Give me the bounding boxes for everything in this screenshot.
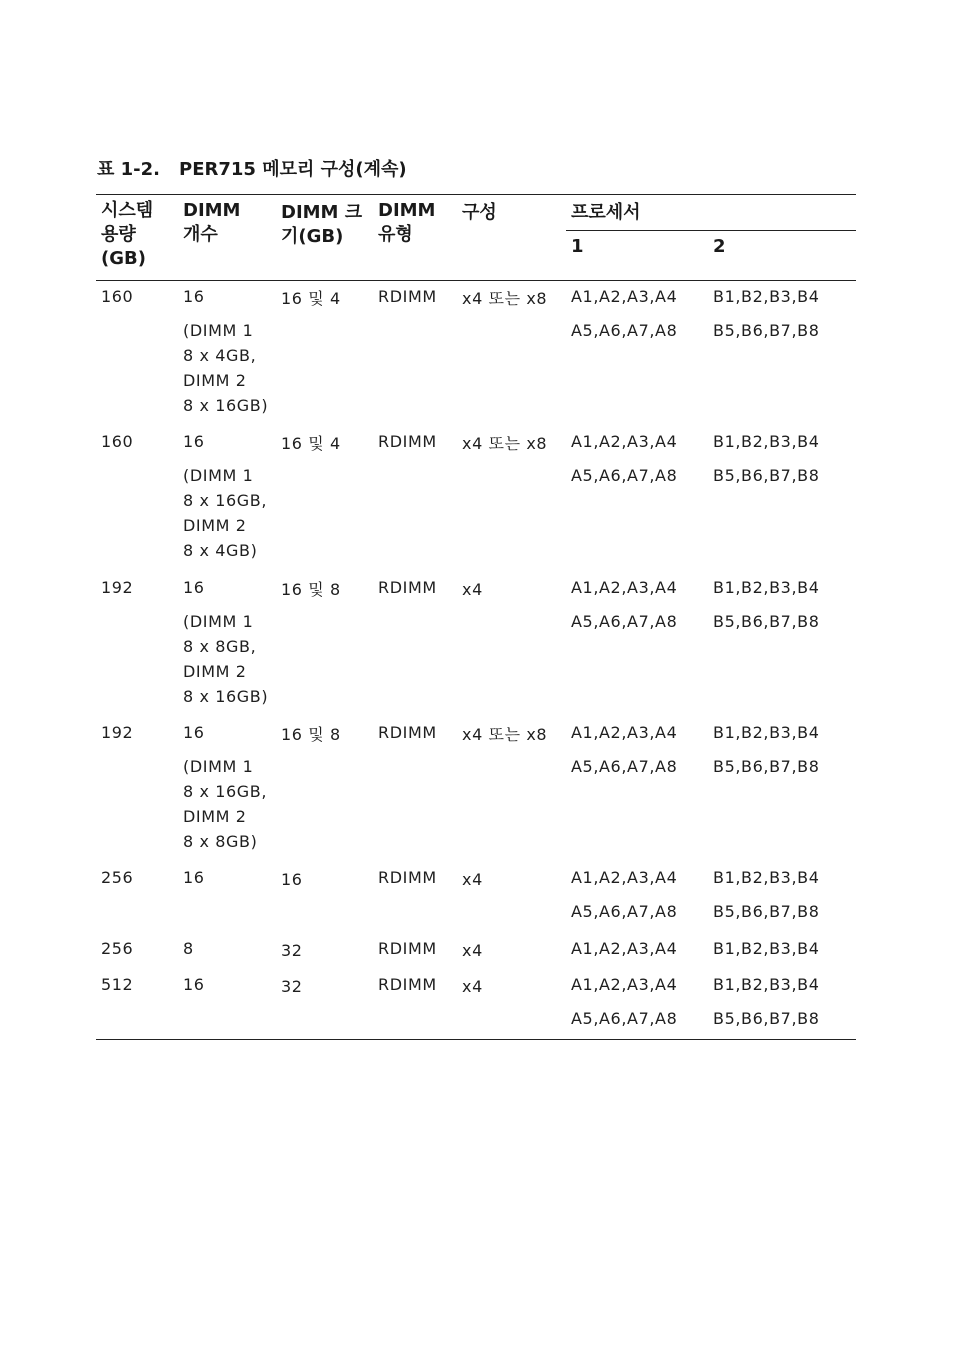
cell-dimm-count-detail: (DIMM 1 8 x 8GB, DIMM 2 8 x 16GB): [183, 612, 269, 706]
cell-dimm-type: RDIMM: [378, 939, 437, 958]
processor-subheader-rule: [566, 230, 856, 231]
table-top-rule: [96, 194, 856, 195]
cell-dimm-type: RDIMM: [378, 868, 437, 887]
cell-configuration: x4: [462, 870, 483, 889]
header-configuration: 구성: [462, 202, 497, 223]
cell-processor-1-slots: A1,A2,A3,A4: [571, 975, 678, 994]
cell-dimm-count: 8: [183, 939, 194, 958]
cell-configuration: x4: [462, 977, 483, 996]
cell-system-capacity: 256: [101, 939, 134, 958]
cell-dimm-count: 16: [183, 723, 205, 742]
cell-system-capacity: 192: [101, 723, 134, 742]
cell-configuration: x4 또는 x8: [462, 289, 548, 308]
cell-dimm-count: 16: [183, 578, 205, 597]
cell-system-capacity: 160: [101, 287, 134, 306]
header-processor-1: 1: [571, 236, 584, 257]
cell-processor-2-slots: B5,B6,B7,B8: [713, 466, 820, 485]
cell-dimm-type: RDIMM: [378, 723, 437, 742]
cell-processor-1-slots: A5,A6,A7,A8: [571, 902, 678, 921]
cell-processor-2-slots: B5,B6,B7,B8: [713, 1009, 820, 1028]
cell-configuration: x4: [462, 941, 483, 960]
cell-system-capacity: 256: [101, 868, 134, 887]
cell-dimm-count: 16: [183, 868, 205, 887]
table-number: 표 1-2.: [97, 159, 161, 180]
header-processor-2: 2: [713, 236, 726, 257]
cell-processor-2-slots: B1,B2,B3,B4: [713, 975, 820, 994]
table-bottom-rule: [96, 1039, 856, 1040]
cell-dimm-size: 16 및 4: [281, 289, 341, 308]
cell-dimm-type: RDIMM: [378, 287, 437, 306]
cell-configuration: x4: [462, 580, 483, 599]
cell-processor-1-slots: A5,A6,A7,A8: [571, 321, 678, 340]
cell-processor-2-slots: B1,B2,B3,B4: [713, 432, 820, 451]
cell-dimm-size: 16: [281, 870, 303, 889]
cell-processor-1-slots: A5,A6,A7,A8: [571, 612, 678, 631]
header-dimm-type: DIMM 유형: [378, 200, 436, 245]
cell-processor-1-slots: A5,A6,A7,A8: [571, 1009, 678, 1028]
cell-dimm-count: 16: [183, 432, 205, 451]
cell-processor-2-slots: B1,B2,B3,B4: [713, 868, 820, 887]
cell-processor-2-slots: B5,B6,B7,B8: [713, 757, 820, 776]
cell-system-capacity: 512: [101, 975, 134, 994]
cell-processor-2-slots: B5,B6,B7,B8: [713, 321, 820, 340]
cell-dimm-type: RDIMM: [378, 432, 437, 451]
cell-processor-1-slots: A1,A2,A3,A4: [571, 868, 678, 887]
header-dimm-count: DIMM 개수: [183, 200, 241, 245]
header-processor: 프로세서: [571, 202, 641, 223]
cell-processor-2-slots: B1,B2,B3,B4: [713, 578, 820, 597]
cell-configuration: x4 또는 x8: [462, 434, 548, 453]
cell-dimm-size: 32: [281, 941, 303, 960]
cell-processor-1-slots: A1,A2,A3,A4: [571, 723, 678, 742]
cell-processor-1-slots: A5,A6,A7,A8: [571, 466, 678, 485]
cell-processor-1-slots: A1,A2,A3,A4: [571, 287, 678, 306]
cell-processor-1-slots: A1,A2,A3,A4: [571, 939, 678, 958]
header-system-capacity: 시스템 용량 (GB): [101, 200, 154, 269]
cell-dimm-count-detail: (DIMM 1 8 x 4GB, DIMM 2 8 x 16GB): [183, 321, 269, 415]
cell-system-capacity: 160: [101, 432, 134, 451]
cell-processor-2-slots: B5,B6,B7,B8: [713, 612, 820, 631]
cell-processor-1-slots: A1,A2,A3,A4: [571, 578, 678, 597]
cell-dimm-count: 16: [183, 287, 205, 306]
cell-processor-2-slots: B1,B2,B3,B4: [713, 723, 820, 742]
cell-processor-1-slots: A1,A2,A3,A4: [571, 432, 678, 451]
cell-configuration: x4 또는 x8: [462, 725, 548, 744]
table-title: PER715 메모리 구성(계속): [179, 159, 407, 180]
cell-dimm-size: 16 및 8: [281, 725, 341, 744]
cell-dimm-count-detail: (DIMM 1 8 x 16GB, DIMM 2 8 x 8GB): [183, 757, 268, 851]
table-caption: [97, 155, 407, 181]
cell-dimm-size: 32: [281, 977, 303, 996]
header-bottom-rule: [96, 280, 856, 281]
cell-system-capacity: 192: [101, 578, 134, 597]
cell-processor-2-slots: B1,B2,B3,B4: [713, 939, 820, 958]
cell-dimm-size: 16 및 4: [281, 434, 341, 453]
cell-processor-2-slots: B1,B2,B3,B4: [713, 287, 820, 306]
cell-dimm-count-detail: (DIMM 1 8 x 16GB, DIMM 2 8 x 4GB): [183, 466, 268, 560]
cell-processor-2-slots: B5,B6,B7,B8: [713, 902, 820, 921]
cell-dimm-type: RDIMM: [378, 578, 437, 597]
cell-dimm-size: 16 및 8: [281, 580, 341, 599]
cell-processor-1-slots: A5,A6,A7,A8: [571, 757, 678, 776]
cell-dimm-type: RDIMM: [378, 975, 437, 994]
cell-dimm-count: 16: [183, 975, 205, 994]
header-dimm-size: DIMM 크 기(GB): [281, 202, 363, 247]
